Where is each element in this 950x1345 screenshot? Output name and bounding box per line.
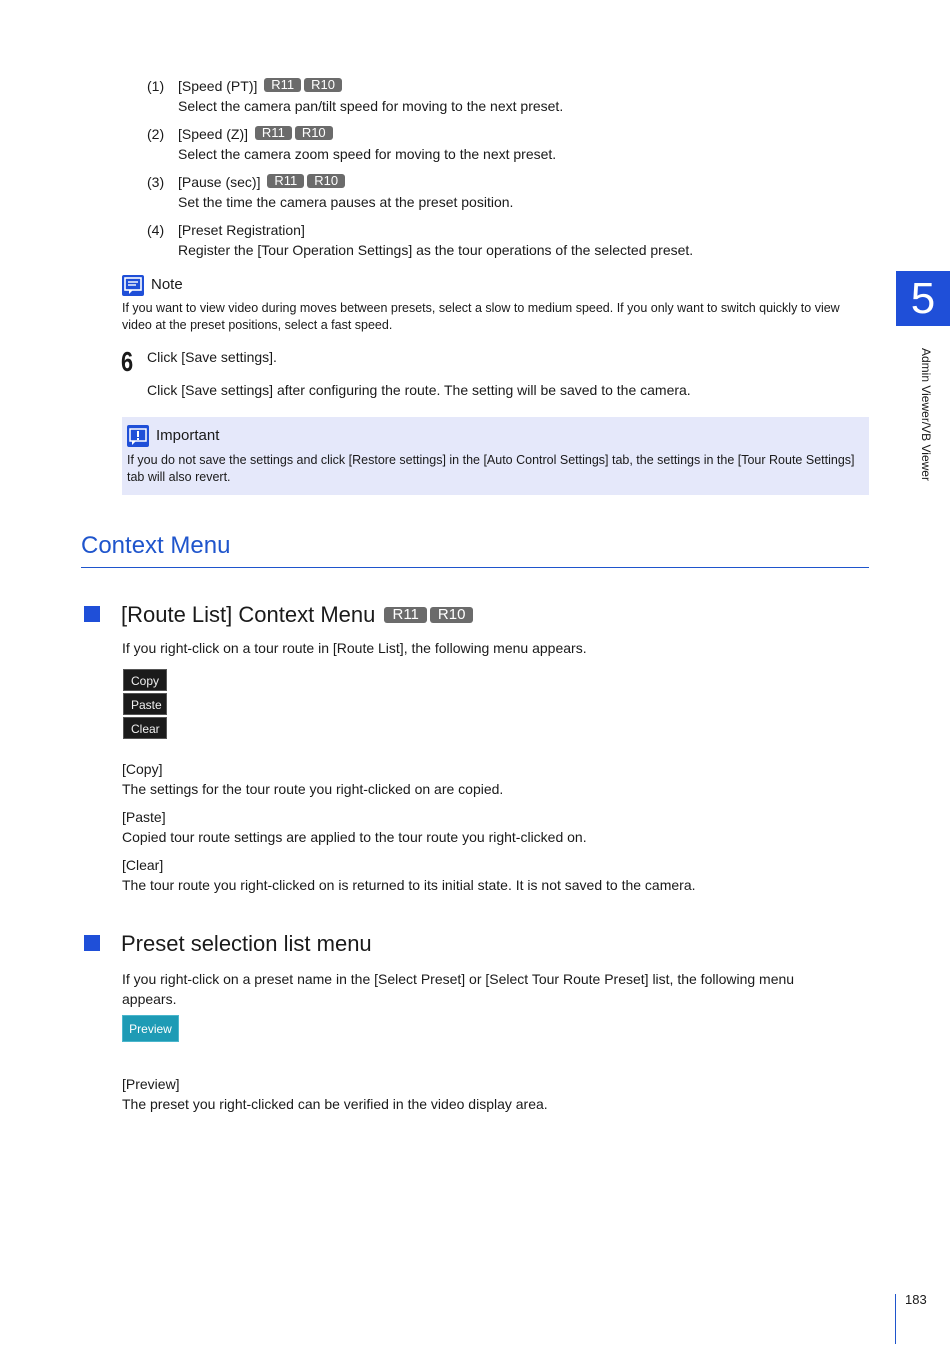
model-badge: R10 <box>307 174 345 188</box>
def-term: [Paste] <box>122 809 166 825</box>
model-badge: R10 <box>304 78 342 92</box>
model-badge: R10 <box>295 126 333 140</box>
def-description: The preset you right-clicked can be verified in the video display area. <box>122 1096 548 1112</box>
menu-item-paste[interactable]: Paste <box>123 693 167 715</box>
step-number: 6 <box>121 346 134 377</box>
def-description: The settings for the tour route you right-clicked on are copied. <box>122 781 504 797</box>
item-number: (1) <box>147 78 165 94</box>
heading-square-icon <box>84 606 100 622</box>
def-term: [Clear] <box>122 857 164 873</box>
important-text: If you do not save the settings and click [Restore settings] in the [Auto Control Settings] tab, the settings in the [Tour Route Settings] tab will also revert. <box>127 453 855 484</box>
def-description: Copied tour route settings are applied to the tour route you right-clicked on. <box>122 829 587 845</box>
route-list-heading: [Route List] Context Menu R11 R10 <box>121 602 473 628</box>
important-icon <box>127 425 149 447</box>
item-number: (4) <box>147 222 165 238</box>
def-term: [Copy] <box>122 761 163 777</box>
def-description: The tour route you right-clicked on is returned to its initial state. It is not saved to the camera. <box>122 877 696 893</box>
section-divider <box>81 567 869 568</box>
item-description: Set the time the camera pauses at the preset position. <box>178 194 514 210</box>
chapter-tab: 5 <box>896 271 950 326</box>
step-description: Click [Save settings] after configuring the route. The setting will be saved to the camera. <box>147 382 691 398</box>
menu-item-clear[interactable]: Clear <box>123 717 167 739</box>
important-box <box>122 417 869 495</box>
item-number: (2) <box>147 126 165 142</box>
item-number: (3) <box>147 174 165 190</box>
item-description: Select the camera pan/tilt speed for moving to the next preset. <box>178 98 564 114</box>
note-title: Note <box>151 276 183 293</box>
important-title: Important <box>156 427 220 444</box>
menu-item-copy[interactable]: Copy <box>123 669 167 691</box>
note-text: If you want to view video during moves between presets, select a slow to medium speed. If you only want to switch quickly to view video at the preset positions, select a fast speed. <box>122 301 840 332</box>
page-number: 183 <box>905 1292 927 1307</box>
item-title: [Speed (Z)] R11 R10 <box>178 126 333 142</box>
preview-button[interactable]: Preview <box>122 1015 179 1042</box>
preset-menu-heading: Preset selection list menu <box>121 931 372 956</box>
heading-square-icon <box>84 935 100 951</box>
preset-menu-intro: If you right-click on a preset name in the [Select Preset] or [Select Tour Route Preset] list, the following menu appears. <box>122 971 795 1007</box>
model-badge: R11 <box>267 174 304 188</box>
def-term: [Preview] <box>122 1076 180 1092</box>
model-badge: R10 <box>430 607 474 623</box>
context-menu <box>123 669 167 741</box>
item-description: Register the [Tour Operation Settings] as the tour operations of the selected preset. <box>178 242 694 258</box>
item-title: [Pause (sec)] R11 R10 <box>178 174 345 190</box>
section-title: Context Menu <box>81 532 231 559</box>
step-title: Click [Save settings]. <box>147 349 277 365</box>
chapter-label-wrap <box>917 348 933 498</box>
item-title: [Speed (PT)] R11 R10 <box>178 78 342 94</box>
item-description: Select the camera zoom speed for moving to the next preset. <box>178 146 557 162</box>
model-badge: R11 <box>264 78 301 92</box>
model-badge: R11 <box>384 607 426 623</box>
chapter-label: Admin Viewer/VB Viewer <box>919 348 933 481</box>
page-number-divider <box>895 1294 896 1344</box>
route-list-intro: If you right-click on a tour route in [Route List], the following menu appears. <box>122 640 587 656</box>
item-title: [Preset Registration] <box>178 222 305 238</box>
model-badge: R11 <box>255 126 292 140</box>
note-icon <box>122 275 144 296</box>
